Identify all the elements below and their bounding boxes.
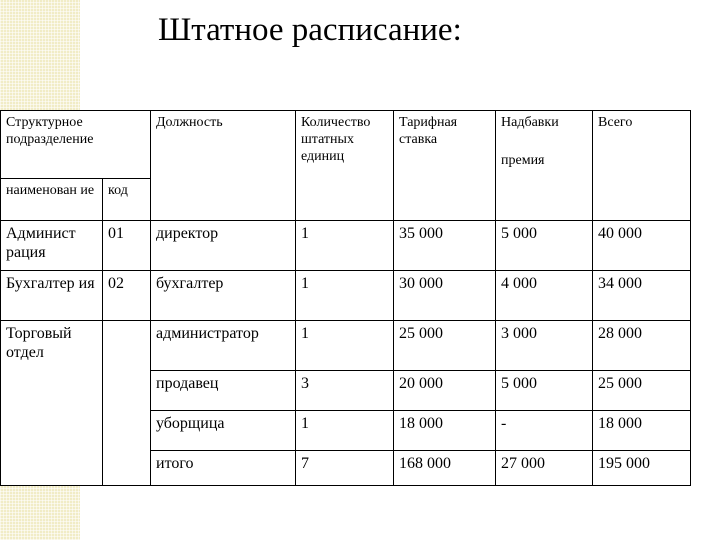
cell-count: 1: [296, 271, 394, 321]
header-bonus: премия: [496, 149, 593, 221]
cell-code: [103, 321, 151, 371]
cell-code: 01: [103, 221, 151, 271]
cell-name: Админист рация: [1, 221, 103, 271]
cell-bonus: 3 000: [496, 321, 593, 371]
cell-rate: 18 000: [394, 411, 496, 451]
cell-rate: 35 000: [394, 221, 496, 271]
header-position: Должность: [151, 111, 296, 221]
header-row: [1, 111, 691, 149]
cell-rate: 25 000: [394, 321, 496, 371]
cell-name: [1, 371, 103, 411]
cell-position: итого: [151, 451, 296, 486]
cell-total: 18 000: [593, 411, 691, 451]
cell-position: директор: [151, 221, 296, 271]
cell-count: 7: [296, 451, 394, 486]
table-row-total: [1, 451, 691, 486]
cell-bonus: 5 000: [496, 221, 593, 271]
cell-count: 1: [296, 411, 394, 451]
cell-bonus: 5 000: [496, 371, 593, 411]
cell-position: продавец: [151, 371, 296, 411]
table-row: [1, 411, 691, 451]
staff-schedule-table: [0, 110, 691, 486]
cell-count: 1: [296, 221, 394, 271]
table-row: [1, 271, 691, 321]
header-staff-count: Количество штатных единиц: [296, 111, 394, 221]
cell-total: 195 000: [593, 451, 691, 486]
header-code: код: [103, 179, 151, 221]
cell-total: 40 000: [593, 221, 691, 271]
cell-name: Бухгалтер ия: [1, 271, 103, 321]
cell-position: администратор: [151, 321, 296, 371]
header-structural-unit: Структурное подразделение: [1, 111, 151, 179]
cell-total: 25 000: [593, 371, 691, 411]
cell-position: бухгалтер: [151, 271, 296, 321]
table-row: [1, 321, 691, 371]
header-name: наименован ие: [1, 179, 103, 221]
cell-total: 28 000: [593, 321, 691, 371]
cell-count: 3: [296, 371, 394, 411]
cell-position: уборщица: [151, 411, 296, 451]
cell-rate: 20 000: [394, 371, 496, 411]
cell-rate: 168 000: [394, 451, 496, 486]
table-row: [1, 371, 691, 411]
cell-count: 1: [296, 321, 394, 371]
cell-name: [1, 411, 103, 451]
header-tariff-rate: Тарифная ставка: [394, 111, 496, 221]
cell-name: [1, 451, 103, 486]
cell-bonus: 27 000: [496, 451, 593, 486]
header-allowances: Надбавки: [496, 111, 593, 149]
cell-code: [103, 411, 151, 451]
cell-code: [103, 371, 151, 411]
header-total: Всего: [593, 111, 691, 221]
cell-code: [103, 451, 151, 486]
cell-bonus: -: [496, 411, 593, 451]
cell-name: Торговый отдел: [1, 321, 103, 371]
cell-rate: 30 000: [394, 271, 496, 321]
cell-bonus: 4 000: [496, 271, 593, 321]
page-title: Штатное расписание:: [158, 12, 462, 48]
cell-total: 34 000: [593, 271, 691, 321]
cell-code: 02: [103, 271, 151, 321]
table-row: [1, 221, 691, 271]
